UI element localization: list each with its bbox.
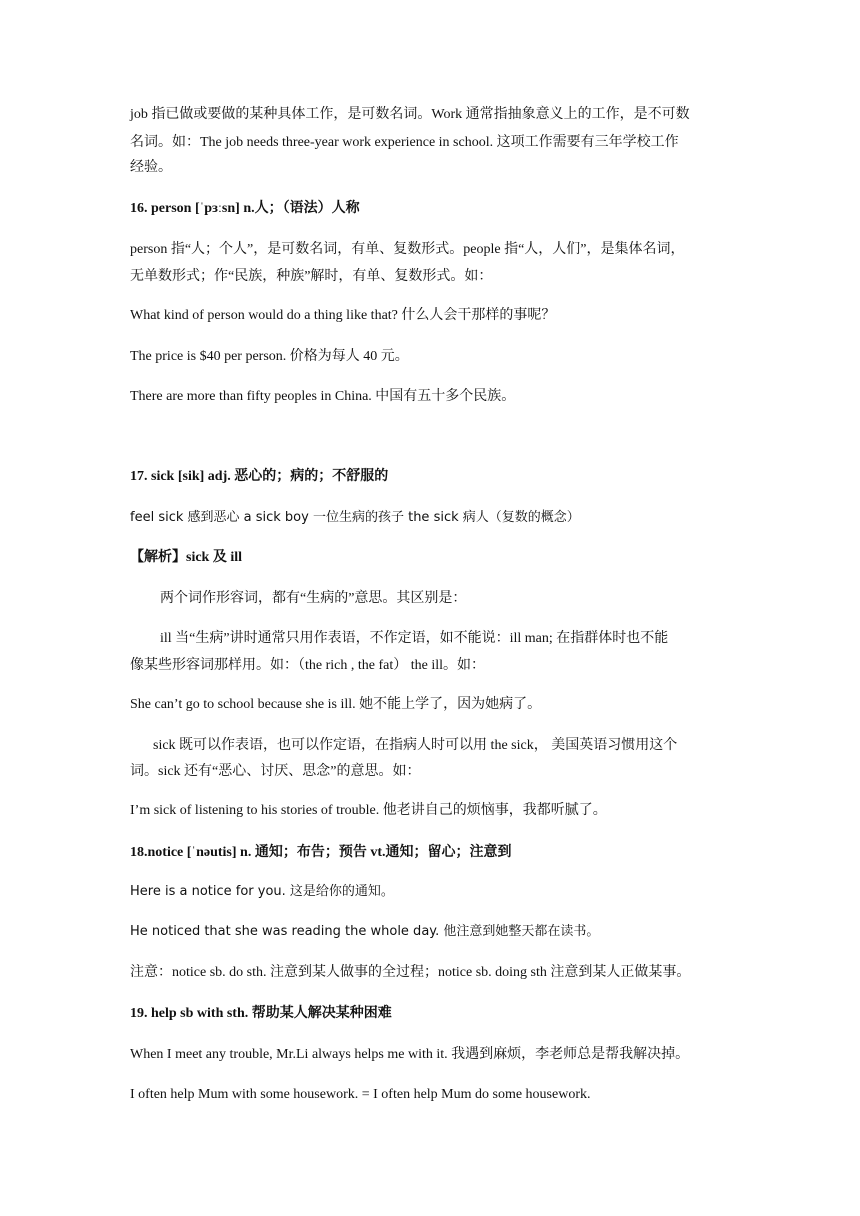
paragraph-line: job 指已做或要做的某种具体工作，是可数名词。Work 通常指抽象意义上的工作，是不可数 <box>130 107 690 122</box>
example-sentence: Here is a notice for you. 这是给你的通知。 <box>130 884 394 899</box>
heading-sick: 17. sick [sik] adj. 恶心的；病的；不舒服的 <box>130 469 389 484</box>
example-sentence: When I meet any trouble, Mr.Li always helps me with it. 我遇到麻烦，李老师总是帮我解决掉。 <box>130 1047 690 1062</box>
heading-notice: 18.notice [ˈnəutis] n. 通知；布告；预告 vt.通知；留心；注意到 <box>130 845 512 860</box>
example-sentence: There are more than fifty peoples in China. 中国有五十多个民族。 <box>130 389 516 404</box>
example-sentence: He noticed that she was reading the whole day. 他注意到她整天都在读书。 <box>130 924 600 939</box>
paragraph-line: sick 既可以作表语，也可以作定语，在指病人时可以用 the sick， 美国英语习惯用这个 <box>153 738 678 753</box>
analysis-heading: 【解析】sick 及 ill <box>130 550 243 565</box>
paragraph-line: 经验。 <box>130 160 172 175</box>
example-sentence: What kind of person would do a thing like that? 什么人会干那样的事呢？ <box>130 308 556 323</box>
heading-person: 16. person [ˈpɜːsn] n.人；（语法）人称 <box>130 201 360 216</box>
paragraph-line: 名词。如：The job needs three-year work experience in school. 这项工作需要有三年学校工作 <box>130 135 679 150</box>
example-sentence: I’m sick of listening to his stories of trouble. 他老讲自己的烦恼事，我都听腻了。 <box>130 803 607 818</box>
paragraph-line: 词。sick 还有“恶心、讨厌、思念”的意思。如： <box>130 764 421 779</box>
phrase-line: feel sick 感到恶心 a sick boy 一位生病的孩子 the sick 病人（复数的概念） <box>130 510 580 525</box>
note-line: 注意：notice sb. do sth. 注意到某人做事的全过程；notice sb. doing sth 注意到某人正做某事。 <box>130 965 691 980</box>
heading-help: 19. help sb with sth. 帮助某人解决某种困难 <box>130 1006 392 1021</box>
paragraph-line: 两个词作形容词，都有“生病的”意思。其区别是： <box>160 591 467 606</box>
paragraph-line: person 指“人；个人”，是可数名词，有单、复数形式。people 指“人，人们”，是集体名词， <box>130 242 685 257</box>
example-sentence: The price is $40 per person. 价格为每人 40 元。 <box>130 349 409 364</box>
example-sentence: She can’t go to school because she is ill. 她不能上学了，因为她病了。 <box>130 697 542 712</box>
paragraph-line: 无单数形式；作“民族，种族”解时，有单、复数形式。如： <box>130 269 493 284</box>
paragraph-line: ill 当“生病”讲时通常只用作表语，不作定语，如不能说：ill man; 在指群体时也不能 <box>160 631 669 646</box>
paragraph-line: 像某些形容词那样用。如：（the rich , the fat） the ill。如： <box>130 658 486 673</box>
example-sentence: I often help Mum with some housework. = I often help Mum do some housework. <box>130 1087 591 1102</box>
